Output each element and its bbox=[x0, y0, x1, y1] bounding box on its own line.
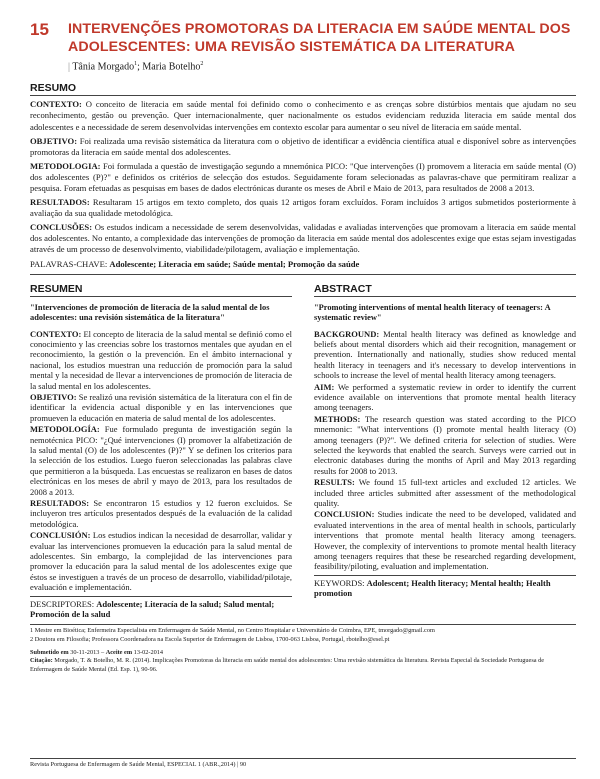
author-2: Maria Botelho bbox=[142, 61, 201, 73]
abstract-aim bbox=[314, 382, 576, 413]
abstract-label: METHODS: bbox=[314, 413, 361, 424]
resumen-objetivo bbox=[30, 392, 292, 423]
article-header bbox=[30, 20, 576, 56]
abstract-background bbox=[314, 329, 576, 381]
footnotes bbox=[30, 624, 576, 674]
resumo-text: Foi formulada a questão de investigação segundo a mnemónica PICO: "Que intervenções (I) promovem a literacia em saúde mental (O) dos adolescentes (P)?" e definidos os critérios de selecção dos estudos. Seguidamente foram selecionadas as palavras-chave que permitiram realizar a pesquisa. Foram efetuadas as pesquisas em bases de dados electrónicas durante os meses de Abril e Maio de 2013, para resultados de 2008 a 2013. bbox=[30, 160, 576, 193]
abstract-label: RESULTS: bbox=[314, 477, 355, 488]
accepted-label: Aceite em bbox=[105, 649, 133, 657]
submitted-label: Submetido em bbox=[30, 649, 69, 657]
keywords-values: Adolescent; Health literacy; Mental health; Health promotion bbox=[314, 577, 551, 599]
submitted-date: 30-11-2013 – bbox=[68, 649, 106, 657]
resumen-label: CONCLUSIÓN: bbox=[30, 530, 91, 541]
abstract-label: AIM: bbox=[314, 381, 335, 392]
resumo-label: OBJETIVO: bbox=[30, 135, 78, 146]
resumo-text: Resultaram 15 artigos em texto completo, dos quais 12 artigos foram excluídos. Foram incluídos 3 artigos submetidos posteriormente à avaliação da sua qualidade metodológica. bbox=[30, 197, 576, 219]
resumo-heading: RESUMO bbox=[30, 82, 576, 96]
footnote-1: 1 Mestre em Bioética; Enfermeira Especialista em Enfermagem de Saúde Mental, no Centro Hospitalar e Universitário de Coimbra, EPE, tmorgado@gmail.com bbox=[30, 626, 435, 634]
resumen-text: Fue formulado pregunta de investigación según la nemotécnica PICO: "¿Qué intervenciones (I) promover la alfabetización de la salud mental (O) de los adolescentes (P)?" Y se definen los criterios para la selección de los estudios. Luego fueron seleccionadas las palabras clave que permitieron a la búsqueda. Las encuestas se realizaron en bases de datos electrónicas en los meses de abril y mayo de 2013, para los resultados de 2008 a 2013. bbox=[30, 424, 292, 497]
abstract-text: Studies indicate the need to be developed, validated and evaluated interventions in the area of mental health in schools, particularly interventions that promote mental health literacy among teenagers. However, the complexity of interventions to promote mental health literacy among teenagers requires that these be researched regarding development, feasibility/piloting, evaluation and implementation. bbox=[314, 509, 576, 572]
resumo-metodologia bbox=[30, 161, 576, 194]
article-title: INTERVENÇÕES PROMOTORAS DA LITERACIA EM SAÚDE MENTAL DOS ADOLESCENTES: UMA REVISÃO SISTEMÁTICA DA LITERATURA bbox=[68, 21, 571, 55]
resumo-objetivo bbox=[30, 136, 576, 158]
resumen-subtitle: "Intervenciones de promoción de literacia de la salud mental de los adolescentes: una revisión sistemática de la literatura" bbox=[30, 302, 270, 323]
resumo-contexto bbox=[30, 99, 576, 132]
journal-footer: Revista Portuguesa de Enfermagem de Saúde Mental, ESPECIAL 1 (ABR.,2014) | 90 bbox=[30, 758, 576, 768]
citation-text: Morgado, T. & Botelho, M. R. (2014). Implicações Promotoras da literacia em saúde mental dos adolescentes: Uma revisão sistemática da literatura. Revista Especial da Sociedade Portuguesa de Enfermagem de Saúde Mental (Ed. Esp. 1), 90-96. bbox=[30, 657, 545, 673]
resumen-text: Los estudios indican la necesidad de desarrollar, validar y evaluar las intervenciones promueven la educación para la salud mental de adolescentes. Sin embargo, la complejidad de las intervenciones para promover la educación para la salud mental de los adolescentes exige que éstos se investiguen a través de un proceso de desarrollo, viabilidad/pilotaje, evaluación e implementación. bbox=[30, 530, 292, 593]
abstract-label: CONCLUSION: bbox=[314, 509, 375, 520]
resumen-resultados bbox=[30, 498, 292, 529]
accepted-date: 13-02-2014 bbox=[132, 649, 164, 657]
article-number: 15 bbox=[30, 20, 49, 39]
abstract-label: BACKGROUND: bbox=[314, 328, 380, 339]
abstract-text: We found 15 full-text articles and excluded 12 articles. We included three articles submitted after assessment of the methodological quality. bbox=[314, 477, 576, 509]
resumen-text: El concepto de literacia de la salud mental se definió como el conocimiento y las creencias sobre los trastornos mentales que ayudan en el reconocimiento, la gestión o la prevención. En el ámbito internacional y nacional, los estudios muestran una reducción de promoción para la salud mental y la necesidad de llevar a intervenciones de promoción de literacia de la salud mental en los adolescentes. bbox=[30, 328, 292, 391]
keywords-label: DESCRIPTORES: bbox=[30, 598, 97, 609]
abstract-text: We performed a systematic review in order to identify the current evidence available on interventions that promote mental health literacy among teenagers. bbox=[314, 381, 576, 413]
resumo-section bbox=[30, 82, 576, 274]
keywords-values: Adolescente; Literacia em saúde; Saúde mental; Promoção da saúde bbox=[109, 258, 360, 269]
resumen-contexto bbox=[30, 329, 292, 391]
keywords-en bbox=[314, 575, 576, 599]
resumen-column bbox=[30, 279, 292, 620]
abstract-results bbox=[314, 477, 576, 508]
resumen-label: CONTEXTO: bbox=[30, 328, 82, 339]
resumo-resultados bbox=[30, 197, 576, 219]
abstract-column bbox=[314, 279, 576, 620]
resumen-text: Se encontraron 15 estudios y 12 fueron excluidos. Se incluyeron tres artículos presentados después de la evaluación de la calidad metodológica. bbox=[30, 498, 292, 529]
descriptores bbox=[30, 596, 292, 620]
resumo-label: RESULTADOS: bbox=[30, 197, 90, 208]
resumen-metodologia bbox=[30, 424, 292, 497]
two-column-abstracts bbox=[30, 279, 576, 620]
abstract-conclusion bbox=[314, 509, 576, 571]
author-1-affiliation: 1 bbox=[134, 61, 138, 67]
resumen-conclusion bbox=[30, 530, 292, 592]
resumen-label: OBJETIVO: bbox=[30, 391, 77, 402]
author-2-affiliation: 2 bbox=[200, 61, 204, 67]
resumo-text: O conceito de literacia em saúde mental foi definido como o conhecimento e as crenças sobre distúrbios mentais que ajudam no seu reconhecimento, gestão ou prevenção. Quer internacionalmente, quer nacionalmente os estudos evidenciam reduzida literacia em saúde mental dos adolescentes e a necessidade de serem desenvolvidas intervenções em contexto escolar para aumentar o seu nível de literacia em saúde mental. bbox=[30, 99, 576, 132]
resumo-label: METODOLOGIA: bbox=[30, 160, 101, 171]
author-1: Tânia Morgado bbox=[72, 61, 135, 73]
authors-line bbox=[68, 58, 576, 73]
abstract-text: Mental health literacy was defined as knowledge and beliefs about mental disorders which aid their recognition, management or prevention. Internationally and nationally, studies show reduced mental health literacy in teenagers and it's necessary to develop interventions in schools to increase the level of mental health literacy among teenagers. bbox=[314, 328, 576, 381]
resumo-text: Os estudos indicam a necessidade de serem desenvolvidas, validadas e avaliadas intervenções que promovam a literacia em saúde mental dos adolescentes. No entanto, a complexidade das intervenções de promoção da literacia em saúde mental dos adolescentes exige que estas sejam investigadas através de um processo de desenvolvimento, viabilidade/pilotagem, avaliação e implementação. bbox=[30, 222, 576, 255]
keywords-label: KEYWORDS: bbox=[314, 577, 367, 588]
resumo-label: CONCLUSÕES: bbox=[30, 222, 93, 233]
resumen-label: RESULTADOS: bbox=[30, 498, 90, 509]
author-bar-icon: | bbox=[68, 61, 73, 73]
keywords-values: Adolescente; Literacía de la salud; Salud mental; Promoción de la salud bbox=[30, 598, 275, 620]
footnote-2: 2 Doutora em Filosofia; Professora Coordenadora na Escola Superior de Enfermagem de Lisboa, 1700-063 Lisboa, Portugal, rbotelho@esel.pt bbox=[30, 635, 390, 643]
resumen-heading: RESUMEN bbox=[30, 283, 292, 297]
palavras-chave bbox=[30, 259, 576, 275]
abstract-subtitle: "Promoting interventions of mental health literacy of teenagers: A systematic review" bbox=[314, 302, 551, 323]
keywords-label: PALAVRAS-CHAVE: bbox=[30, 258, 110, 269]
submission-dates bbox=[30, 649, 576, 657]
article-page bbox=[30, 20, 576, 674]
abstract-text: The research question was stated according to the PICO mnemonic: "What interventions (I) promote mental health literacy (O) among teenagers (P)?". We defined criteria for selection of studies. Were selected the keywords that enabled the search. Surveys were carried out in electronic databases during the months of April and May 2013 regarding results for 2008 to 2013. bbox=[314, 413, 576, 476]
abstract-heading: ABSTRACT bbox=[314, 283, 576, 297]
author-separator: ; bbox=[137, 61, 143, 73]
abstract-methods bbox=[314, 414, 576, 476]
resumen-text: Se realizó una revisión sistemática de la literatura con el fin de identificar la evidencia actual disponible y en las intervenciones que promueven la educación en materia de salud mental de los adolescentes. bbox=[30, 391, 292, 423]
resumo-conclusoes bbox=[30, 222, 576, 255]
citation-label: Citação: bbox=[30, 657, 53, 665]
resumen-label: METODOLOGÍA: bbox=[30, 424, 100, 435]
resumo-label: CONTEXTO: bbox=[30, 99, 82, 110]
resumo-text: Foi realizada uma revisão sistemática da literatura com o objetivo de identificar a evidência científica atual e disponível sobre as intervenções promotoras da literacia em saúde mental dos adolescentes. bbox=[30, 135, 576, 157]
citation bbox=[30, 657, 576, 674]
